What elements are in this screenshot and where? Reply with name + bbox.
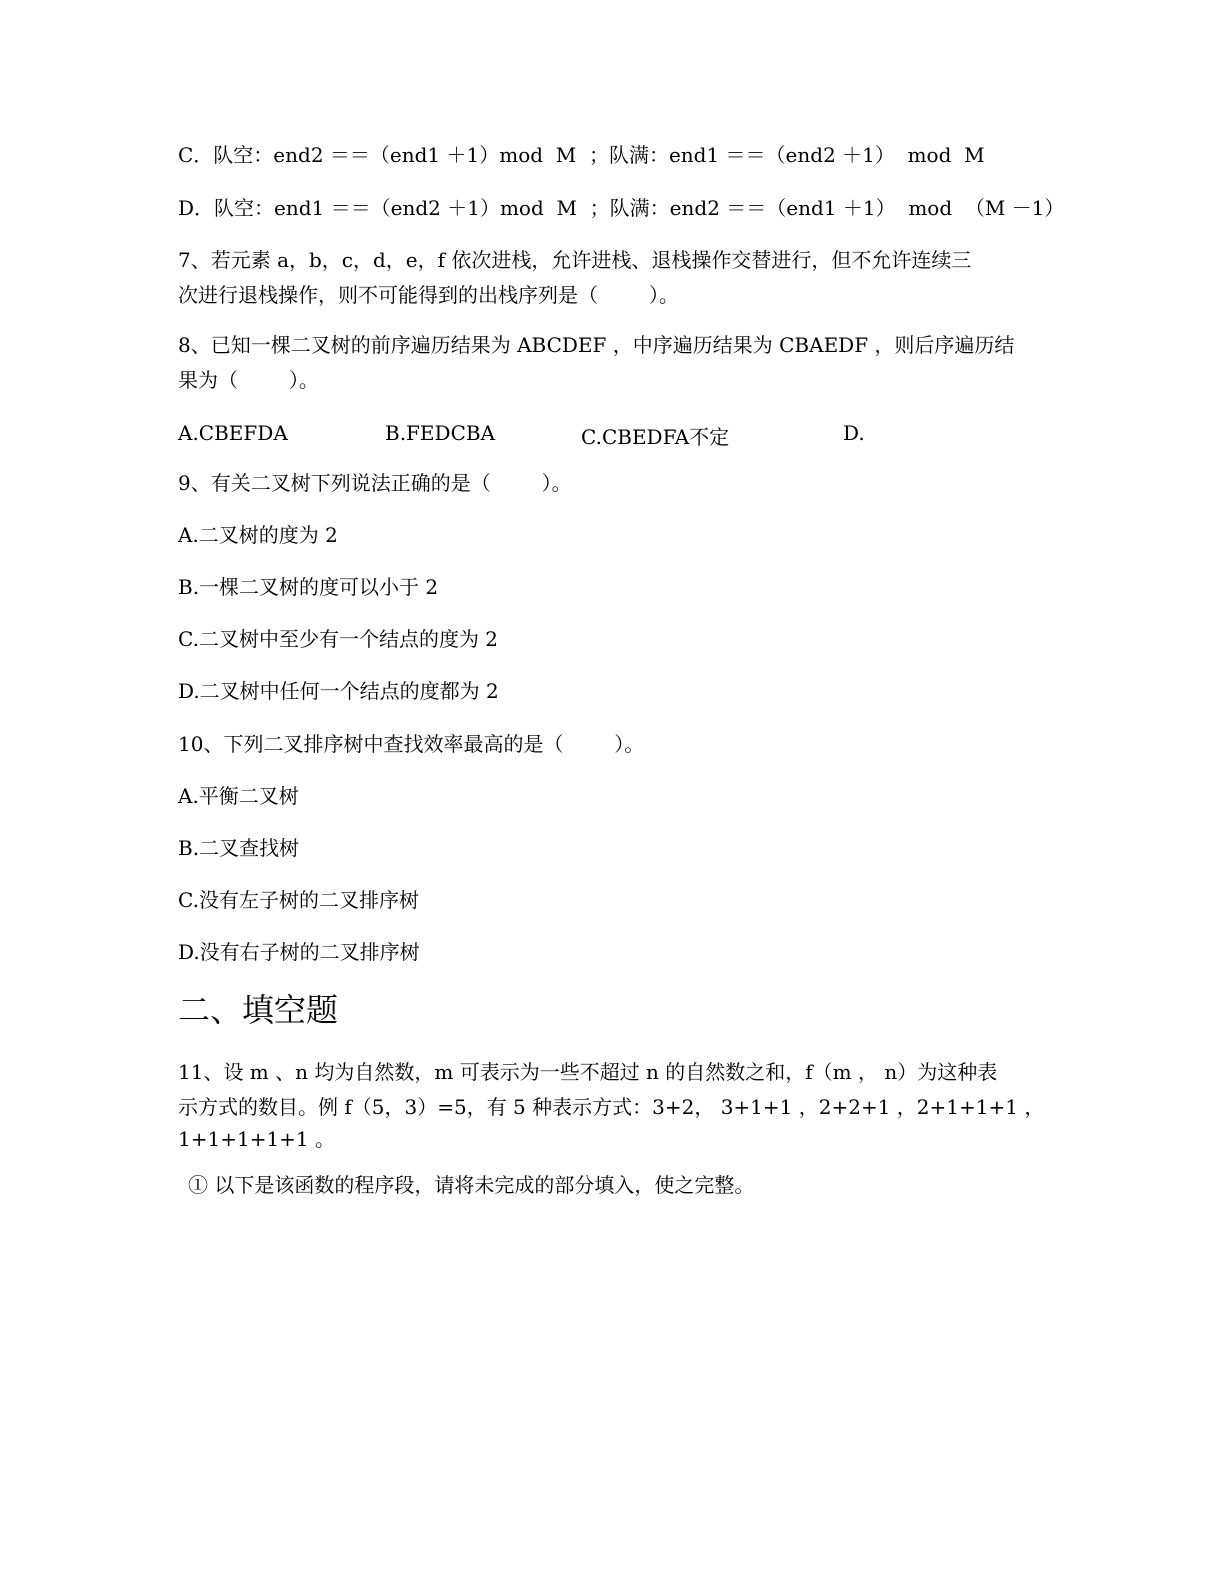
q6-option-d: D．队空：end1 ＝＝（end2 ＋1）mod M ；队满：end2 ＝＝（end1 ＋1） mod （M －1） (178, 196, 1065, 220)
q11-stem-line3: 1+1+1+1+1 。 (178, 1127, 336, 1151)
q9-option-a: A.二叉树的度为 2 (178, 523, 338, 547)
q9-option-b: B.一棵二叉树的度可以小于 2 (178, 575, 439, 599)
q8-stem-line1: 8、已知一棵二叉树的前序遍历结果为 ABCDEF ，中序遍历结果为 CBAEDF ，则后序遍历结 (178, 333, 1015, 357)
q10-option-b: B.二叉查找树 (178, 836, 300, 860)
q8-stem-line2: 果为（ ）。 (178, 368, 319, 392)
q9-stem: 9、有关二叉树下列说法正确的是（ ）。 (178, 471, 572, 495)
q10-option-c: C.没有左子树的二叉排序树 (178, 888, 419, 912)
section-heading: 二、填空题 (178, 991, 339, 1029)
q9-option-c: C.二叉树中至少有一个结点的度为 2 (178, 627, 499, 651)
q11-subquestion-1: ① 以下是该函数的程序段，请将未完成的部分填入，使之完整。 (188, 1173, 755, 1197)
q9-option-d: D.二叉树中任何一个结点的度都为 2 (178, 679, 499, 703)
q6-option-c: C．队空：end2 ＝＝（end1 ＋1）mod M ；队满：end1 ＝＝（end2 ＋1） mod M (178, 143, 985, 167)
q8-option-b: B.FEDCBA (385, 421, 496, 445)
q8-option-c: C.CBEDFA不定 (581, 425, 730, 449)
q7-stem-line2: 次进行退栈操作，则不可能得到的出栈序列是（ ）。 (178, 283, 679, 307)
q7-stem-line1: 7、若元素 a，b，c，d，e，f 依次进栈，允许进栈、退栈操作交替进行，但不允许连续三 (178, 248, 972, 272)
q8-option-d: D. (843, 421, 865, 445)
q10-option-a: A.平衡二叉树 (178, 784, 299, 808)
q8-option-a: A.CBEFDA (178, 421, 288, 445)
q10-stem: 10、下列二叉排序树中查找效率最高的是（ ）。 (178, 732, 645, 756)
q10-option-d: D.没有右子树的二叉排序树 (178, 940, 420, 964)
q11-stem-line2: 示方式的数目。例 f（5，3）=5，有 5 种表示方式：3+2， 3+1+1 ，2+2+1 ，2+1+1+1 ， (178, 1095, 1045, 1119)
q11-stem-line1: 11、设 m 、n 均为自然数，m 可表示为一些不超过 n 的自然数之和，f（m ， n）为这种表 (178, 1060, 998, 1084)
